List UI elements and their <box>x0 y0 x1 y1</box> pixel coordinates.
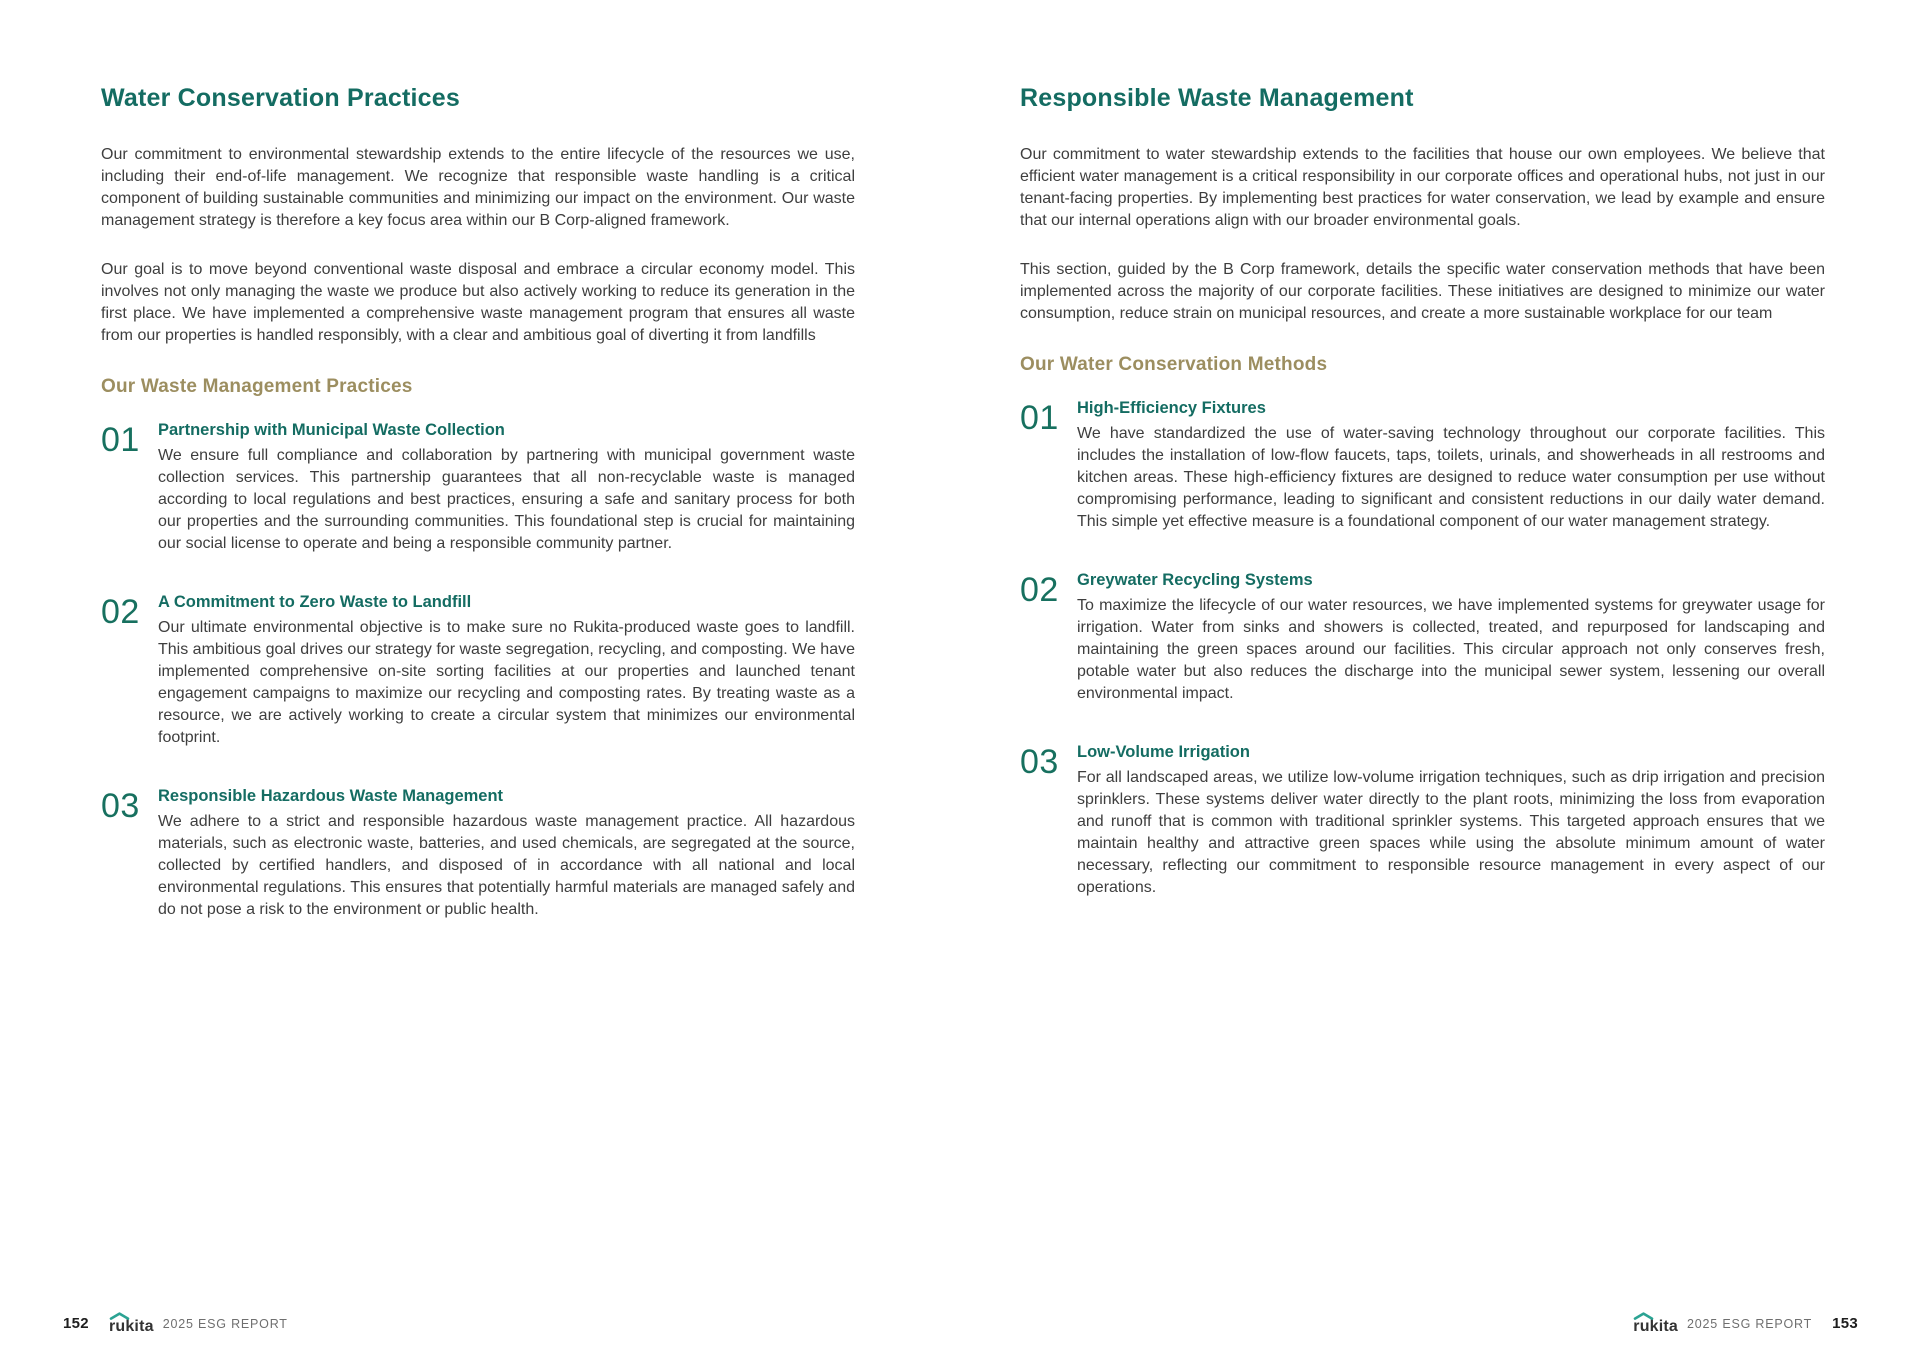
item-number: 02 <box>101 593 140 631</box>
item-title: Responsible Hazardous Waste Management <box>158 787 504 805</box>
report-label: 2025 ESG REPORT <box>162 1316 288 1331</box>
list-item <box>1020 399 1825 533</box>
list-item <box>101 593 855 749</box>
item-content <box>1077 571 1825 705</box>
item-title: Greywater Recycling Systems <box>1077 571 1313 589</box>
item-number: 01 <box>101 421 140 459</box>
item-number: 02 <box>1020 571 1059 609</box>
item-title: High-Efficiency Fixtures <box>1077 399 1266 417</box>
page-number: 153 <box>1832 1315 1858 1332</box>
item-title: Partnership with Municipal Waste Collection <box>158 421 505 439</box>
item-body: For all landscaped areas, we utilize low-volume irrigation techniques, such as drip irrigation and precision sprinklers. These systems deliver water directly to the plant roots, minimizing the loss from evaporation and runoff that is common with traditional sprinkler systems. This targeted approach ensures that we maintain healthy and attractive green spaces while using the absolute minimum amount of water necessary, reflecting our commitment to responsible resource management in every aspect of our operations. <box>1077 769 1825 896</box>
footer-left <box>63 1312 288 1335</box>
logo-text: rukita <box>108 1318 154 1335</box>
page-right <box>1020 84 1825 937</box>
report-label: 2025 ESG REPORT <box>1687 1316 1813 1331</box>
footer-right <box>1633 1312 1858 1335</box>
item-number: 01 <box>1020 399 1059 437</box>
logo-caret-icon <box>109 1312 130 1320</box>
item-content <box>1077 399 1825 533</box>
section-heading: Our Waste Management Practices <box>101 376 413 397</box>
item-body: We have standardized the use of water-saving technology throughout our corporate facilities. This includes the installation of low-flow faucets, taps, toilets, urinals, and showerheads in all restrooms and kitchen areas. These high-efficiency fixtures are designed to reduce water consumption per use without compromising performance, leading to significant and consistent reductions in our daily water demand. This simple yet effective measure is a foundational component of our water management strategy. <box>1077 425 1825 530</box>
rukita-logo <box>109 1312 154 1335</box>
item-number: 03 <box>1020 743 1059 781</box>
logo-text: rukita <box>1633 1318 1679 1335</box>
paragraph: Our commitment to environmental stewardship extends to the entire lifecycle of the resources we use, including their end-of-life management. We recognize that responsible waste handling is a critical component of building sustainable communities and minimizing our impact on the environment. Our waste management strategy is therefore a key focus area within our B Corp-aligned framework. <box>101 146 855 229</box>
item-content <box>1077 743 1825 899</box>
list-item <box>1020 571 1825 705</box>
page-left <box>101 84 855 959</box>
rukita-logo <box>1633 1312 1678 1335</box>
page-number: 152 <box>63 1315 89 1332</box>
section-heading: Our Water Conservation Methods <box>1020 354 1328 375</box>
item-number: 03 <box>101 787 140 825</box>
list-item <box>101 787 855 921</box>
paragraph: Our commitment to water stewardship extends to the facilities that house our own employees. We believe that efficient water management is a critical responsibility in our corporate offices and operational hubs, not just in our tenant-facing properties. By implementing best practices for water conservation, we lead by example and ensure that our internal operations align with our broader environmental goals. <box>1020 146 1825 229</box>
logo-caret-icon <box>1633 1312 1654 1320</box>
page-title: Responsible Waste Management <box>1020 84 1414 112</box>
list-item <box>101 421 855 555</box>
list-item <box>1020 743 1825 899</box>
item-content <box>158 787 855 921</box>
item-body: To maximize the lifecycle of our water resources, we have implemented systems for greywater usage for irrigation. Water from sinks and showers is collected, treated, and repurposed for landscaping and maintaining the green spaces around our facilities. This circular approach not only conserves fresh, potable water but also reduces the discharge into the municipal sewer system, lessening our overall environmental impact. <box>1077 597 1825 702</box>
item-content <box>158 593 855 749</box>
item-title: A Commitment to Zero Waste to Landfill <box>158 593 472 611</box>
item-title: Low-Volume Irrigation <box>1077 743 1250 761</box>
item-body: We ensure full compliance and collaboration by partnering with municipal government waste collection services. This partnership guarantees that all non-recyclable waste is managed according to local regulations and best practices, ensuring a safe and sanitary process for both our properties and the surrounding communities. This foundational step is crucial for maintaining our social license to operate and being a responsible community partner. <box>158 447 855 552</box>
paragraph: Our goal is to move beyond conventional waste disposal and embrace a circular economy model. This involves not only managing the waste we produce but also actively working to reduce its generation in the first place. We have implemented a comprehensive waste management program that ensures all waste from our properties is handled responsibly, with a clear and ambitious goal of diverting it from landfills <box>101 261 855 344</box>
item-body: We adhere to a strict and responsible hazardous waste management practice. All hazardous materials, such as electronic waste, batteries, and used chemicals, are segregated at the source, collected by certified handlers, and disposed of in accordance with all national and local environmental regulations. This ensures that potentially harmful materials are managed safely and do not pose a risk to the environment or public health. <box>158 813 855 918</box>
page-title: Water Conservation Practices <box>101 84 460 112</box>
item-content <box>158 421 855 555</box>
item-body: Our ultimate environmental objective is to make sure no Rukita-produced waste goes to landfill. This ambitious goal drives our strategy for waste segregation, recycling, and composting. We have implemented comprehensive on-site sorting facilities at our properties and launched tenant engagement campaigns to maximize our recycling and composting rates. By treating waste as a resource, we are actively working to create a circular system that minimizes our environmental footprint. <box>158 619 855 746</box>
paragraph: This section, guided by the B Corp framework, details the specific water conservation methods that have been implemented across the majority of our corporate facilities. These initiatives are designed to minimize our water consumption, reduce strain on municipal resources, and create a more sustainable workplace for our team <box>1020 261 1825 322</box>
